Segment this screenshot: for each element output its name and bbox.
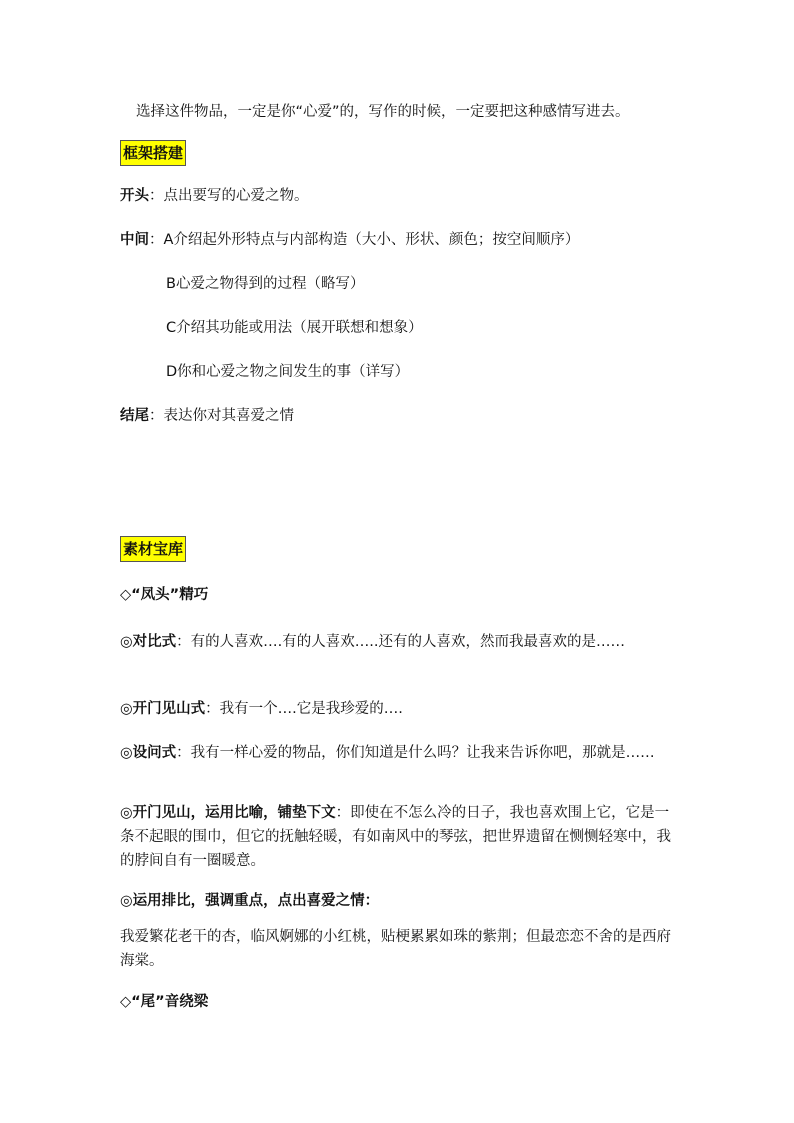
material-item-parallelism-label: ◎运用排比，强调重点，点出喜爱之情：	[120, 893, 380, 909]
material-item-contrast	[120, 630, 676, 654]
material-item-parallelism-text: 我爱繁花老干的杏，临风婀娜的小红桃，贴梗累累如珠的紫荆；但最恋恋不舍的是西府海棠。	[120, 929, 671, 969]
framework-heading	[120, 140, 680, 166]
middle-line-a	[120, 228, 680, 252]
item3-label: ◎设问式	[120, 745, 177, 761]
item1-label: ◎对比式	[120, 634, 177, 650]
item4-text: ：即使在不怎么冷的日子，我也喜欢围上它，它是一条不起眼的围巾，但它的抚触轻暖，有如南风中的琴弦，把世界遗留在恻恻轻寒中，我的脖间自有一圈暖意。	[120, 805, 671, 869]
material-item-metaphor	[120, 801, 676, 873]
middle-line-d: D你和心爱之物之间发生的事（详写）	[166, 364, 410, 380]
ending-line	[120, 404, 680, 428]
middle-line-b: B心爱之物得到的过程（略写）	[166, 276, 365, 292]
middle-label: 中间	[120, 232, 149, 248]
item2-label: ◎开门见山式	[120, 701, 206, 717]
ending-label: 结尾	[120, 408, 149, 424]
opening-line	[120, 184, 680, 208]
section-opening-heading: ◇“凤头”精巧	[120, 587, 209, 603]
opening-label: 开头	[120, 188, 149, 204]
section-ending-heading: ◇“尾”音绕梁	[120, 994, 209, 1010]
ending-text: ：表达你对其喜爱之情	[149, 408, 294, 424]
middle-a-text: ：A介绍起外形特点与内部构造（大小、形状、颜色；按空间顺序）	[149, 232, 580, 248]
opening-text: ：点出要写的心爱之物。	[149, 188, 309, 204]
item4-label: ◎开门见山，运用比喻，铺垫下文	[120, 805, 336, 821]
item3-text: ：我有一样心爱的物品，你们知道是什么吗？让我来告诉你吧，那就是……	[176, 745, 655, 761]
framework-title: 框架搭建	[120, 140, 186, 166]
materials-title: 素材宝库	[120, 536, 186, 562]
item2-text: ：我有一个….它是我珍爱的….	[205, 701, 403, 717]
item1-text: ：有的人喜欢….有的人喜欢…..还有的人喜欢，然而我最喜欢的是……	[176, 634, 625, 650]
materials-heading	[120, 536, 680, 562]
material-item-question	[120, 741, 676, 765]
material-item-direct	[120, 697, 680, 721]
middle-line-c: C介绍其功能或用法（展开联想和想象）	[166, 320, 423, 336]
intro-paragraph: 选择这件物品，一定是你“心爱”的，写作的时候，一定要把这种感情写进去。	[136, 104, 630, 120]
